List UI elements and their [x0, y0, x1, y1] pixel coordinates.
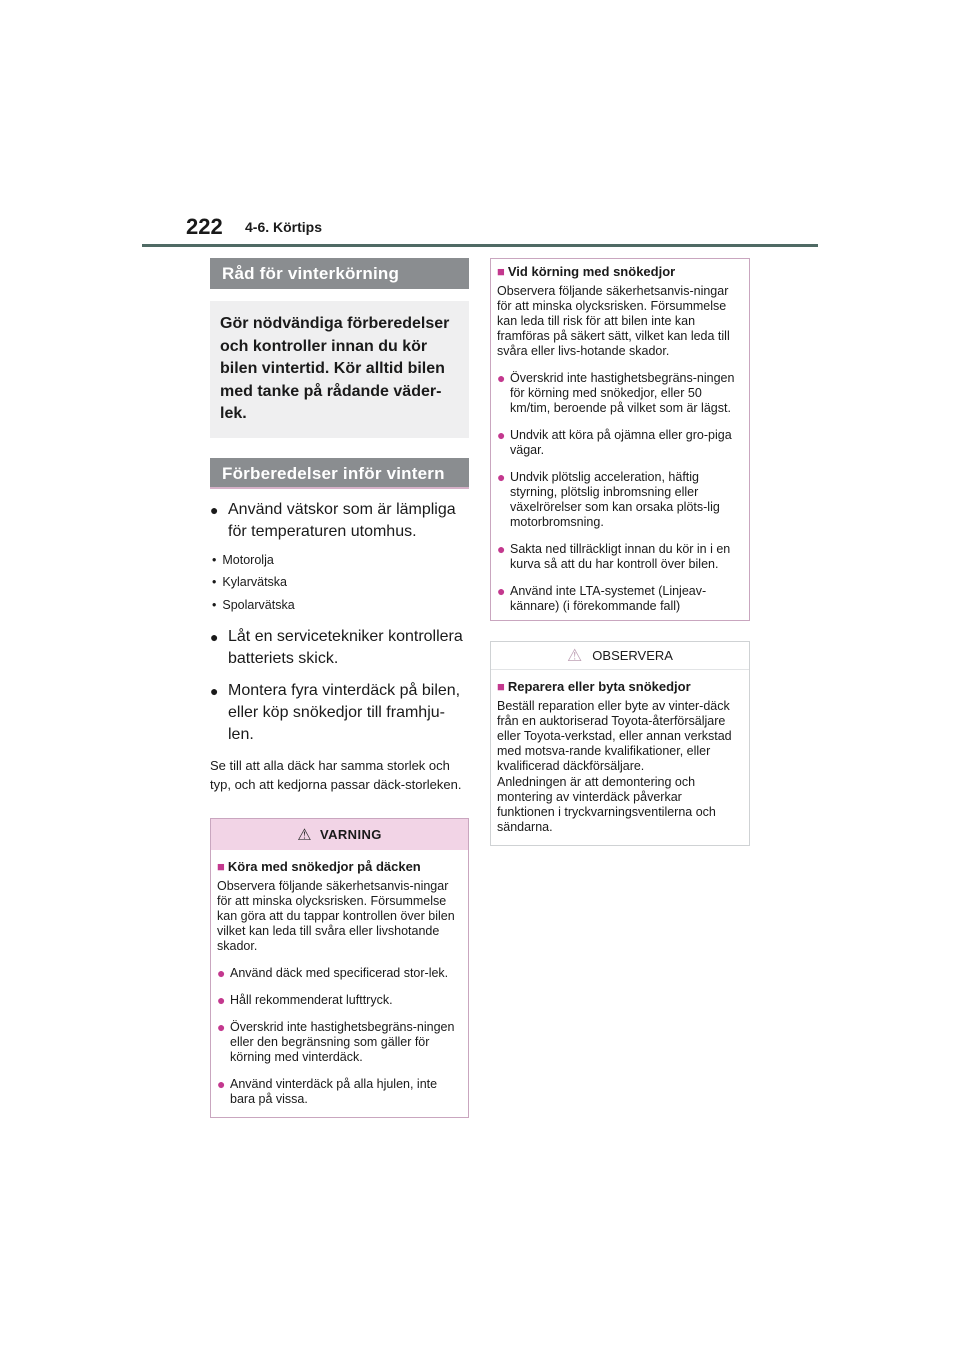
bullet-battery: ● Låt en servicetekniker kontrollera batteriets skick.: [210, 626, 469, 670]
bullet-fluids: ● Använd vätskor som är lämpliga för temperaturen utomhus.: [210, 499, 469, 543]
square-bullet-icon: ■: [497, 264, 505, 279]
tire-paragraph: Se till att alla däck har samma storlek och typ, och att kedjorna passar däck-storleken.: [210, 758, 462, 792]
notice-triangle-icon: ⚠: [567, 645, 583, 665]
pink-dot-icon: ●: [497, 469, 506, 485]
snow-chain-box: [490, 258, 750, 621]
snow-chain-title: ■ Vid körning med snökedjor: [497, 264, 676, 279]
intro-box: Gör nödvändiga förberedelser och kontroller innan du kör bilen vintertid. Kör alltid bilen med tanke på rådande väder-lek.: [210, 301, 469, 438]
warning-box: [210, 818, 469, 1118]
pink-dot-icon: ●: [497, 370, 506, 386]
pink-dot-icon: ●: [497, 541, 506, 557]
section-heading-preparations: Förberedelser inför vintern: [210, 458, 469, 489]
list-item: ● Håll rekommenderat lufttryck.: [217, 992, 393, 1008]
square-bullet-icon: ■: [217, 859, 225, 874]
notice-text-2: Anledningen är att demontering och montering av vinterdäck påverkar funktionen i tryckvarningsventilerna och sändarna.: [497, 775, 716, 834]
pink-dot-icon: ●: [217, 1019, 226, 1035]
notice-title: ■ Reparera eller byta snökedjor: [497, 679, 691, 694]
list-item: ● Sakta ned tillräckligt innan du kör in i en kurva så att du har kontroll över bilen.: [497, 541, 731, 571]
list-item: • Motorolja: [210, 549, 469, 572]
pink-dot-icon: ●: [217, 1076, 226, 1092]
pink-dot-icon: ●: [217, 965, 226, 981]
snow-chain-text: Observera följande säkerhetsanvis-ningar för att minska olycksrisken. Försummelse kan leda till risk för att bilen inte kan framföras på säkert sätt, vilket kan leda till svåra eller livs-hotande skador.: [497, 284, 730, 358]
chapter-title: 4-6. Körtips: [245, 219, 323, 235]
list-item: ● Undvik plötslig acceleration, häftig styrning, plötslig inbromsning eller växelrörelser som kan orsaka plöts-lig motorbromsning.: [497, 469, 720, 529]
notice-header: ⚠ OBSERVERA: [491, 642, 749, 670]
pink-dot-icon: ●: [217, 992, 226, 1008]
fluid-list: [210, 549, 469, 617]
list-item: ● Använd inte LTA-systemet (Linjeav-kännare) (i förekommande fall): [497, 583, 707, 613]
bullet-dot-icon: ●: [210, 501, 219, 518]
list-item: • Spolarvätska: [210, 594, 469, 617]
square-bullet-icon: ■: [497, 679, 505, 694]
section-heading-winter-driving: Råd för vinterkörning: [210, 258, 469, 289]
warning-title: ■ Köra med snökedjor på däcken: [217, 859, 421, 874]
page-number: 222: [186, 214, 223, 239]
list-item: • Kylarvätska: [210, 571, 469, 594]
pink-dot-icon: ●: [497, 583, 506, 599]
list-item: ● Använd däck med specificerad stor-lek.: [217, 965, 449, 981]
notice-text-1: Beställ reparation eller byte av vinter-däck från en auktoriserad Toyota-återförsäljare eller Toyota-verkstad, eller annan verkstad med motsva-rande kvalifikationer, eller kvalificerad däckförsäljare.: [497, 699, 732, 773]
right-column: [490, 258, 750, 846]
list-item: ● Överskrid inte hastighetsbegräns-ningen för körning med snökedjor, eller 50 km/tim, beroende på vilket som är lägst.: [497, 370, 735, 415]
notice-box: [490, 641, 750, 846]
header-rule: [142, 244, 818, 247]
bullet-tires: ● Montera fyra vinterdäck på bilen, eller köp snökedjor till framhju-len.: [210, 680, 469, 746]
bullet-dot-icon: ●: [210, 683, 219, 699]
list-item: ● Överskrid inte hastighetsbegräns-ningen eller den begränsning som gäller för körning med vinterdäck.: [217, 1019, 455, 1064]
pink-dot-icon: ●: [497, 427, 506, 443]
warning-header: ⚠ VARNING: [211, 819, 468, 850]
bullet-dot-icon: ●: [210, 629, 219, 645]
list-item: ● Använd vinterdäck på alla hjulen, inte bara på vissa.: [217, 1076, 438, 1106]
warning-triangle-icon: ⚠: [297, 826, 312, 844]
warning-text: Observera följande säkerhetsanvis-ningar för att minska olycksrisken. Försummelse kan göra att du tappar kontrollen över bilen vilket kan leda till svåra eller livshotande skador.: [217, 879, 455, 953]
list-item: ● Undvik att köra på ojämna eller gro-piga vägar.: [497, 427, 732, 457]
left-column: [210, 258, 469, 1118]
